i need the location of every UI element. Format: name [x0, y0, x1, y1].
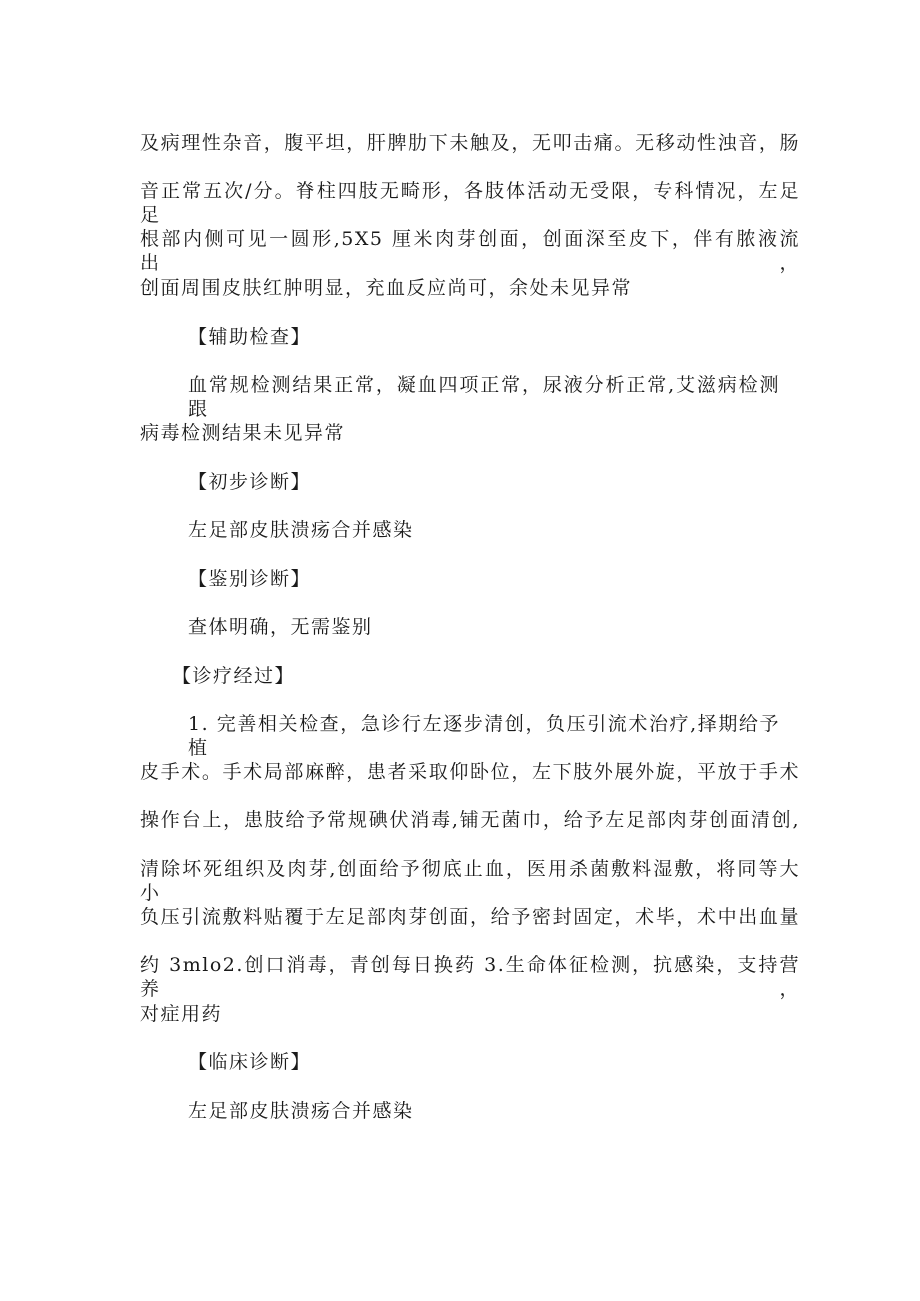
- exam-line-2: 音正常五次/分。脊柱四肢无畸形，各肢体活动无受限，专科情况，左足足: [140, 180, 800, 226]
- prelim-diagnosis-heading: 【初步诊断】: [188, 471, 312, 493]
- treatment-line-5: 负压引流敷料贴覆于左足部肉芽创面，给予密封固定，术毕，术中出血量: [140, 906, 800, 928]
- aux-exam-heading: 【辅助检查】: [188, 326, 312, 348]
- aux-exam-line-2: 病毒检测结果未见异常: [140, 422, 346, 444]
- clinical-diagnosis-heading: 【临床诊断】: [188, 1051, 312, 1073]
- diff-diagnosis-heading: 【鉴别诊断】: [188, 568, 312, 590]
- exam-line-4: 创面周围皮肤红肿明显，充血反应尚可，余处未见异常: [140, 277, 633, 299]
- treatment-line-3: 操作台上，患肢给予常规碘伏消毒,铺无菌巾，给予左足部肉芽创面清创,: [140, 809, 800, 831]
- treatment-line-1: 1. 完善相关检查，急诊行左逐步清创，负压引流术治疗,择期给予植: [188, 713, 780, 759]
- prelim-diagnosis-text: 左足部皮肤溃疡合并感染: [188, 519, 414, 541]
- treatment-line-7: 对症用药: [140, 1003, 223, 1025]
- diff-diagnosis-text: 查体明确，无需鉴别: [188, 616, 373, 638]
- treatment-line-6: 约 3mlo2.创口消毒，青创每日换药 3.生命体征检测，抗感染，支持营养，: [140, 954, 800, 1000]
- exam-line-1: 及病理性杂音，腹平坦，肝脾肋下未触及，无叩击痛。无移动性浊音，肠: [140, 132, 800, 154]
- treatment-course-heading: 【诊疗经过】: [172, 665, 296, 687]
- clinical-diagnosis-text: 左足部皮肤溃疡合并感染: [188, 1100, 414, 1122]
- aux-exam-line-1: 血常规检测结果正常，凝血四项正常，尿液分析正常,艾滋病检测跟: [188, 374, 780, 420]
- treatment-line-4: 清除坏死组织及肉芽,创面给予彻底止血，医用杀菌敷料湿敷，将同等大小: [140, 858, 800, 904]
- exam-line-3: 根部内侧可见一圆形,5X5 厘米肉芽创面，创面深至皮下，伴有脓液流出，: [140, 228, 800, 274]
- treatment-line-2: 皮手术。手术局部麻醉，患者采取仰卧位，左下肢外展外旋，平放于手术: [140, 761, 800, 783]
